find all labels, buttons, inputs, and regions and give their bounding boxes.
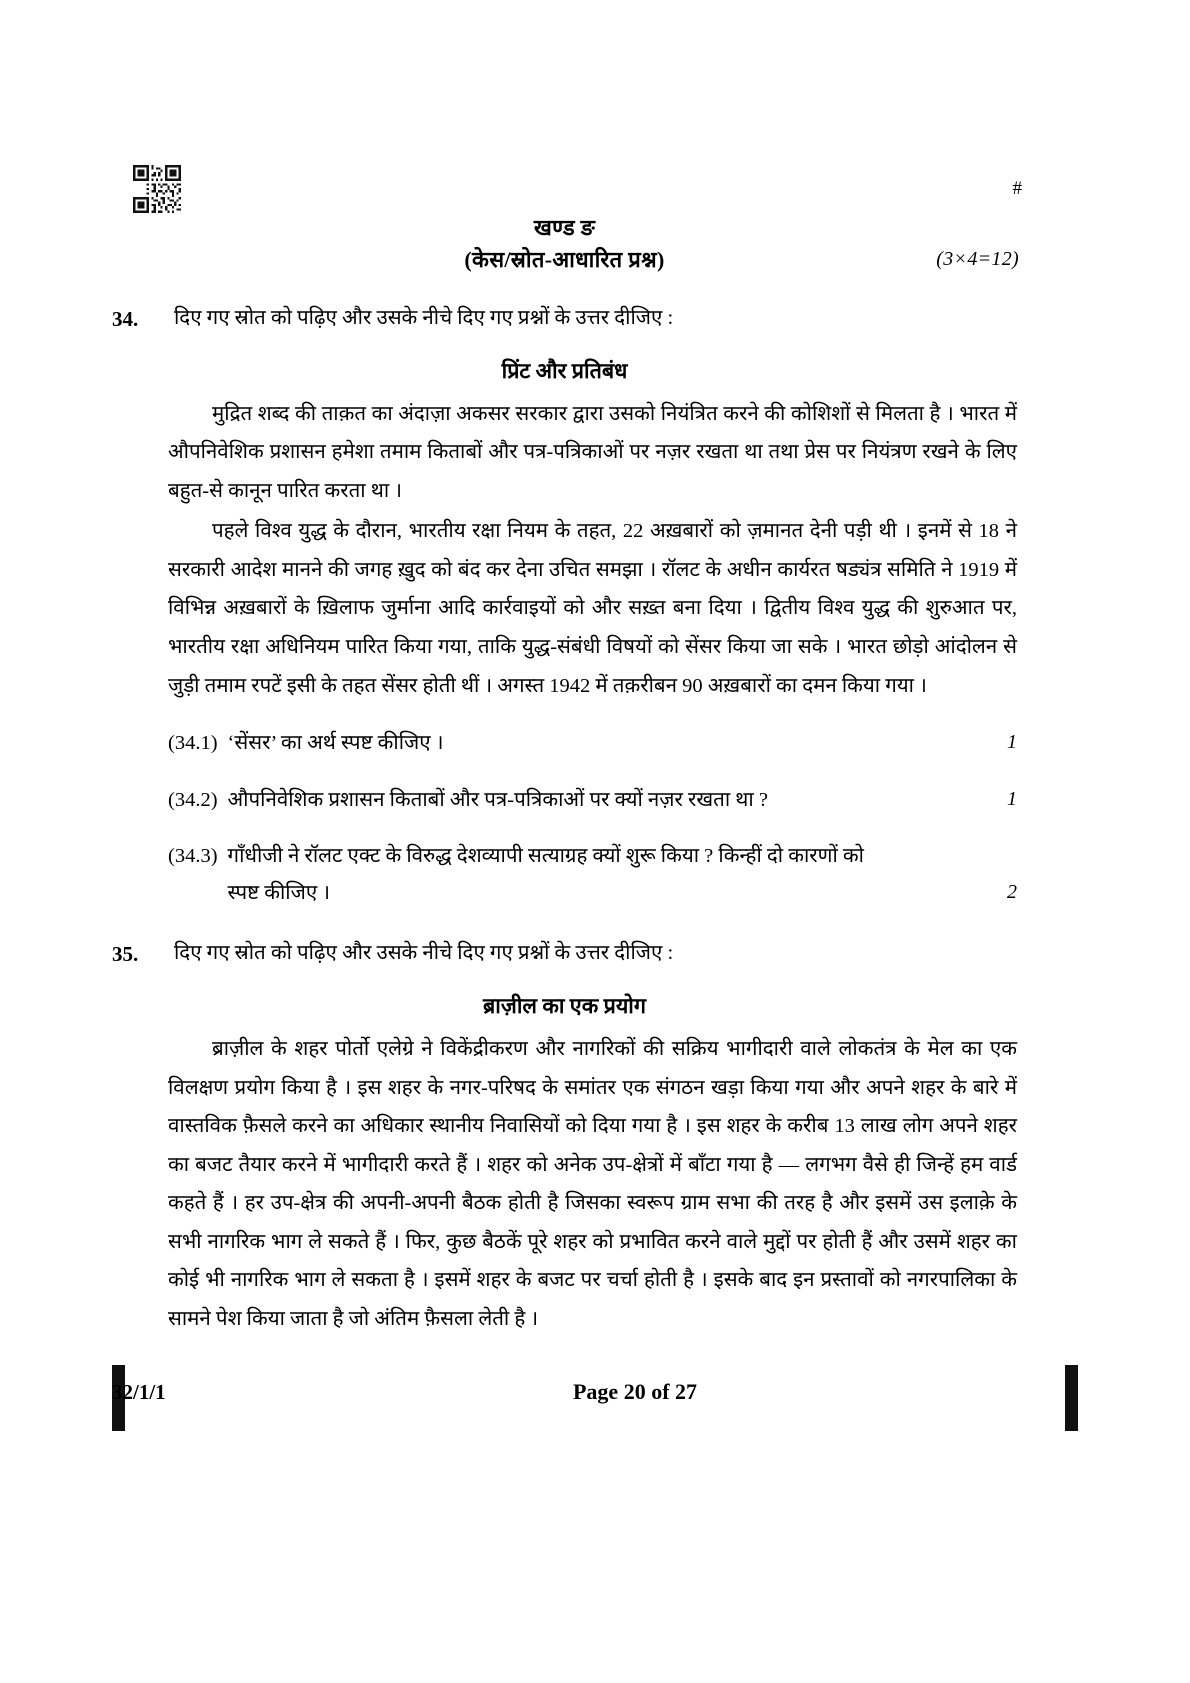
page-number: Page 20 of 27 <box>572 1379 698 1404</box>
question-35-stem: दिए गए स्रोत को पढ़िए और उसके नीचे दिए गए प्रश्नों के उत्तर दीजिए : <box>174 941 674 964</box>
section-marks-note: (3×4=12) <box>936 247 1019 270</box>
section-title: खण्ड ङ <box>533 215 596 240</box>
question-34-header <box>112 302 1017 336</box>
sub-question-34-3-text: गाँधीजी ने रॉलट एक्ट के विरुद्ध देशव्यापी सत्याग्रह क्यों शुरू किया ? किन्हीं दो कारणों को <box>227 845 864 868</box>
sub-question-34-2-label: (34.2) <box>168 788 218 811</box>
sub-question-34-3-label: (34.3) <box>168 845 218 868</box>
question-35-source-title: ब्राज़ील का एक प्रयोग <box>483 994 646 1018</box>
sub-question-34-2-marks: 1 <box>1007 787 1017 810</box>
question-34-number: 34. <box>112 306 139 331</box>
question-35-number: 35. <box>112 941 139 966</box>
sub-question-34-1-marks: 1 <box>1007 731 1017 754</box>
section-subtitle-row <box>112 244 1017 276</box>
sub-question-34-3 <box>112 838 1017 911</box>
question-35-paragraph-1: ब्राज़ील के शहर पोर्तो एलेग्रे ने विकेंद्रीकरण और नागरिकों की सक्रिय भागीदारी वाले लोकतंत्र के मेल का एक विलक्षण प्रयोग किया है । इस शहर के नगर-परिषद के समांतर एक संगठन खड़ा किया गया और अपने शहर के बारे में वास्तविक फ़ैसले करने का अधिकार स्थानीय निवासियों को दिया गया है । इस शहर के करीब 13 लाख लोग अपने शहर का बजट तैयार करने में भागीदारी करते हैं । शहर को अनेक उप-क्षेत्रों में बाँटा गया है — लगभग वैसे ही जिन्हें हम वार्ड कहते हैं । हर उप-क्षेत्र की अपनी-अपनी बैठक होती है जिसका स्वरूप ग्राम सभा की तरह है और इसमें उस इलाक़े के सभी नागरिक भाग ले सकते हैं । फिर, कुछ बैठकें पूरे शहर को प्रभावित करने वाले मुद्दों पर होती हैं और उसमें शहर का कोई भी नागरिक भाग ले सकता है । इसमें शहर के बजट पर चर्चा होती है । इसके बाद इन प्रस्तावों को नगरपालिका के सामने पेश किया जाता है जो अंतिम फ़ैसला लेती है । <box>168 1038 1017 1330</box>
sub-question-34-2-text: औपनिवेशिक प्रशासन किताबों और पत्र-पत्रिकाओं पर क्यों नज़र रखता था ? <box>227 788 768 811</box>
page-footer <box>112 1379 1078 1405</box>
sub-question-34-2 <box>112 782 1017 818</box>
page-content <box>112 212 1017 1340</box>
sub-question-34-3-marks: 2 <box>1007 881 1017 904</box>
sub-question-34-3-continuation: स्पष्ट कीजिए । <box>227 881 331 904</box>
paper-code: 32/1/1 <box>112 1379 166 1404</box>
question-34-source-title: प्रिंट और प्रतिबंध <box>501 358 628 383</box>
question-35-header <box>112 937 1017 971</box>
section-subtitle: (केस/स्रोत-आधारित प्रश्न) <box>464 246 665 272</box>
qr-code <box>133 165 181 213</box>
sub-question-34-1-text: ‘सेंसर’ का अर्थ स्पष्ट कीजिए । <box>227 732 444 755</box>
question-34 <box>112 302 1017 911</box>
question-34-stem: दिए गए स्रोत को पढ़िए और उसके नीचे दिए गए प्रश्नों के उत्तर दीजिए : <box>174 306 674 329</box>
page-marker: # <box>1012 178 1022 199</box>
question-34-paragraph-1: मुद्रित शब्द की ताक़त का अंदाज़ा अकसर सरकार द्वारा उसको नियंत्रित करने की कोशिशों से मिलता है । भारत में औपनिवेशिक प्रशासन हमेशा तमाम किताबों और पत्र-पत्रिकाओं पर नज़र रखता था तथा प्रेस पर नियंत्रण रखने के लिए बहुत-से कानून पारित करता था । <box>168 402 1017 502</box>
sub-question-34-3-body <box>228 838 1017 911</box>
question-34-paragraph-2: पहले विश्व युद्ध के दौरान, भारतीय रक्षा नियम के तहत, 22 अख़बारों को ज़मानत देनी पड़ी थी । इनमें से 18 ने सरकारी आदेश मानने की जगह ख़ुद को बंद कर देना उचित समझा । रॉलट के अधीन कार्यरत षड्यंत्र समिति ने 1919 में विभिन्न अख़बारों के ख़िलाफ जुर्माना आदि कार्रवाइयों को और सख़्त बना दिया । द्वितीय विश्व युद्ध की शुरुआत पर, भारतीय रक्षा अधिनियम पारित किया गया, ताकि युद्ध-संबंधी विषयों को सेंसर किया जा सके । भारत छोड़ो आंदोलन से जुड़ी तमाम रपटें इसी के तहत सेंसर होती थीं । अगस्त 1942 में तक़रीबन 90 अख़बारों का दमन किया गया । <box>168 520 1017 697</box>
question-35 <box>112 937 1017 1338</box>
sub-question-34-1 <box>112 725 1017 761</box>
sub-question-34-1-label: (34.1) <box>168 732 218 755</box>
